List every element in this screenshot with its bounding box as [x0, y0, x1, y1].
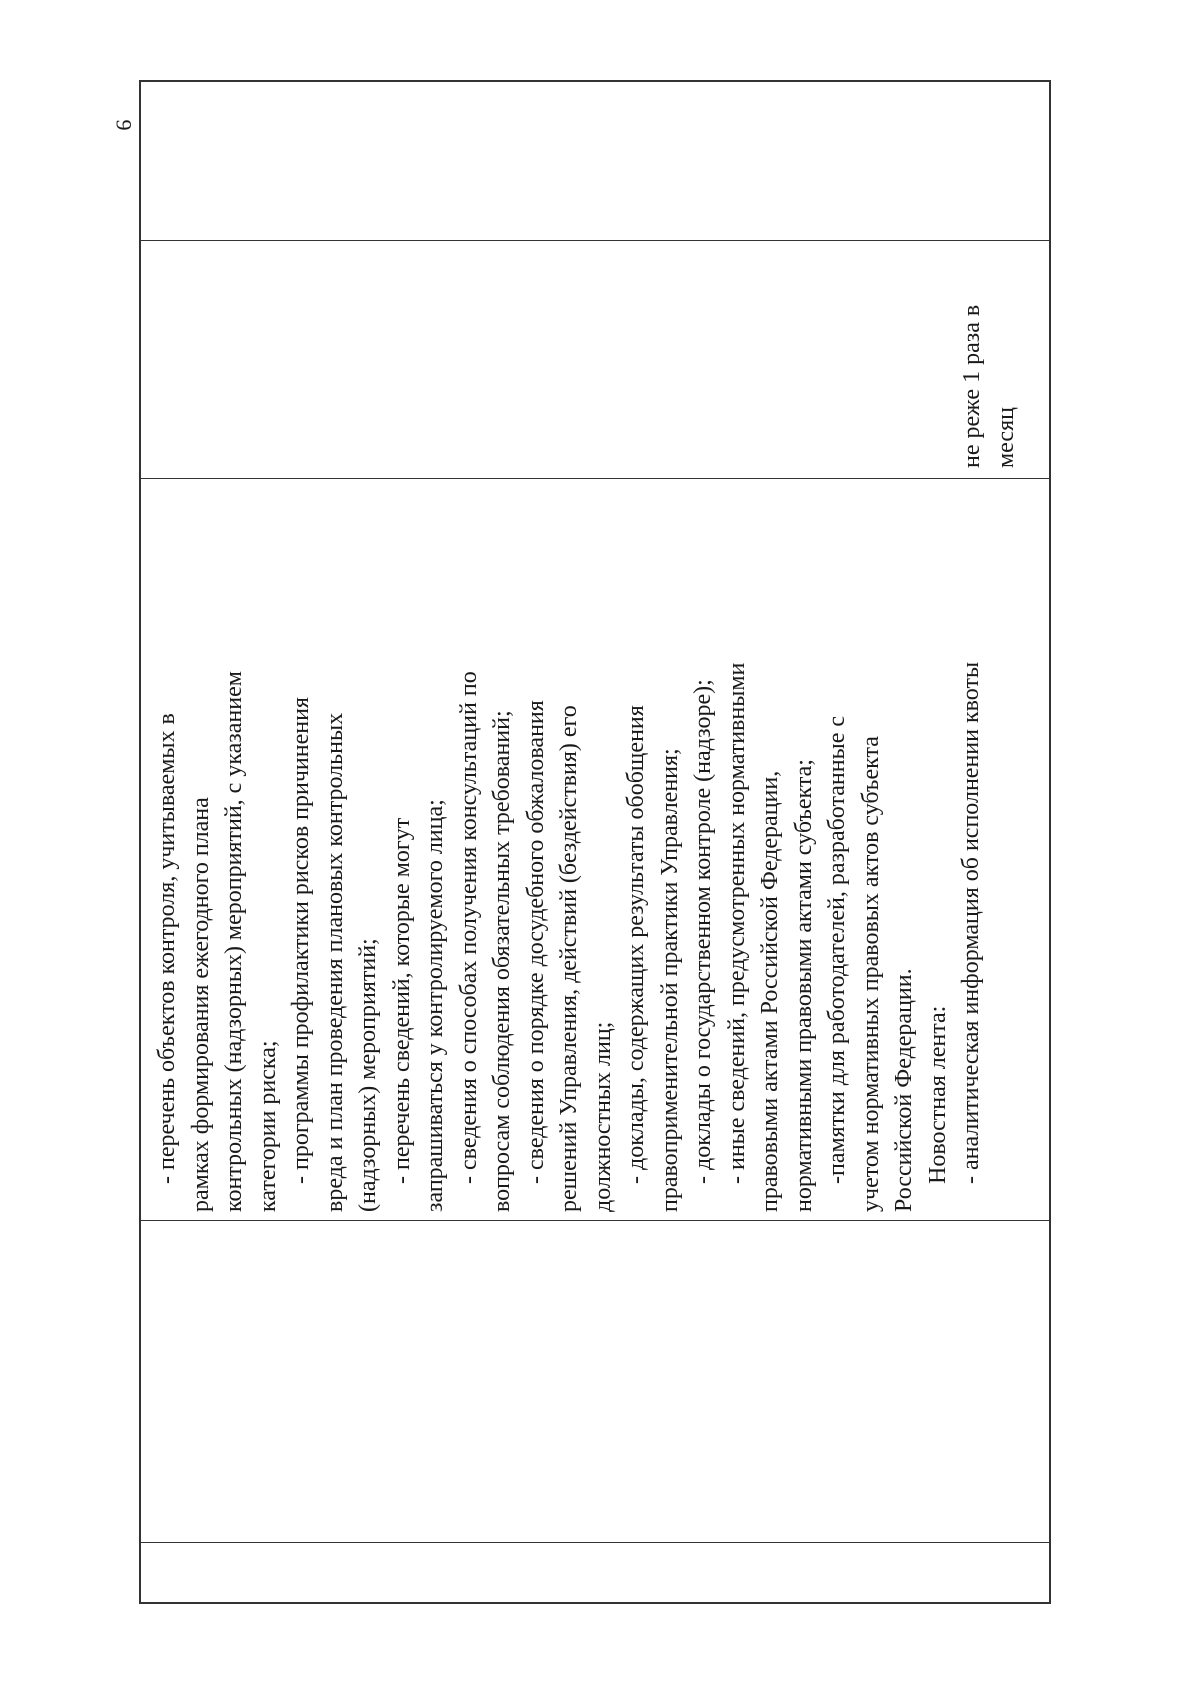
content-line: запрашиваться у контролируемого лица; [422, 799, 448, 1212]
content-line: -памятки для работодателей, разработанные с [824, 715, 850, 1184]
content-line: Российской Федерации. [891, 968, 917, 1212]
content-line: решений Управления, действий (бездействия) его [556, 705, 582, 1212]
content-line: вопросам соблюдения обязательных требований; [489, 710, 515, 1212]
content-line: нормативными правовыми актами субъекта; [790, 759, 817, 1212]
frequency-text [956, 305, 1023, 468]
frequency-line-2: месяц [992, 407, 1019, 468]
content-line: - доклады, содержащих результаты обобщения [623, 705, 649, 1184]
table-cell-content [141, 478, 1049, 1220]
content-line: вреда и план проведения плановых контрольных [321, 712, 348, 1212]
content-line: рамках формирования ежегодного плана [187, 797, 214, 1212]
table-cell-number [141, 1542, 1049, 1602]
content-line: правовыми актами Российской Федерации, [757, 770, 783, 1212]
content-line: контрольных (надзорных) мероприятий, с указанием [221, 671, 247, 1212]
frequency-line-1: не реже 1 раза в [959, 304, 985, 468]
content-line: Новостная лента: [924, 1005, 951, 1184]
content-text [151, 485, 989, 1212]
content-line: - перечень сведений, которые могут [388, 817, 415, 1184]
table-cell-responsible [141, 82, 1049, 240]
content-line: должностных лиц; [589, 1021, 616, 1212]
content-line: - аналитическая информация об исполнении квоты [958, 661, 984, 1184]
content-line: (надзорных) мероприятий; [355, 938, 381, 1212]
document-table [139, 80, 1051, 1604]
content-line: правоприменительной практики Управления; [656, 748, 683, 1212]
content-line: - программы профилактики рисков причинения [288, 697, 314, 1184]
page-number: 9 [111, 119, 137, 131]
content-line: категории риска; [254, 1040, 281, 1212]
table-cell-frequency [141, 240, 1049, 478]
content-line: учетом нормативных правовых актов субъекта [857, 736, 884, 1212]
content-line: - сведения о способах получения консультаций по [455, 671, 482, 1184]
content-line: - иные сведений, предусмотренных нормативными [723, 662, 750, 1184]
content-line: - перечень объектов контроля, учитываемых в [154, 713, 180, 1184]
content-line: - доклады о государственном контроле (надзоре); [690, 679, 716, 1184]
content-line: - сведения о порядке досудебного обжалования [522, 700, 549, 1184]
table-cell-measure [141, 1220, 1049, 1542]
